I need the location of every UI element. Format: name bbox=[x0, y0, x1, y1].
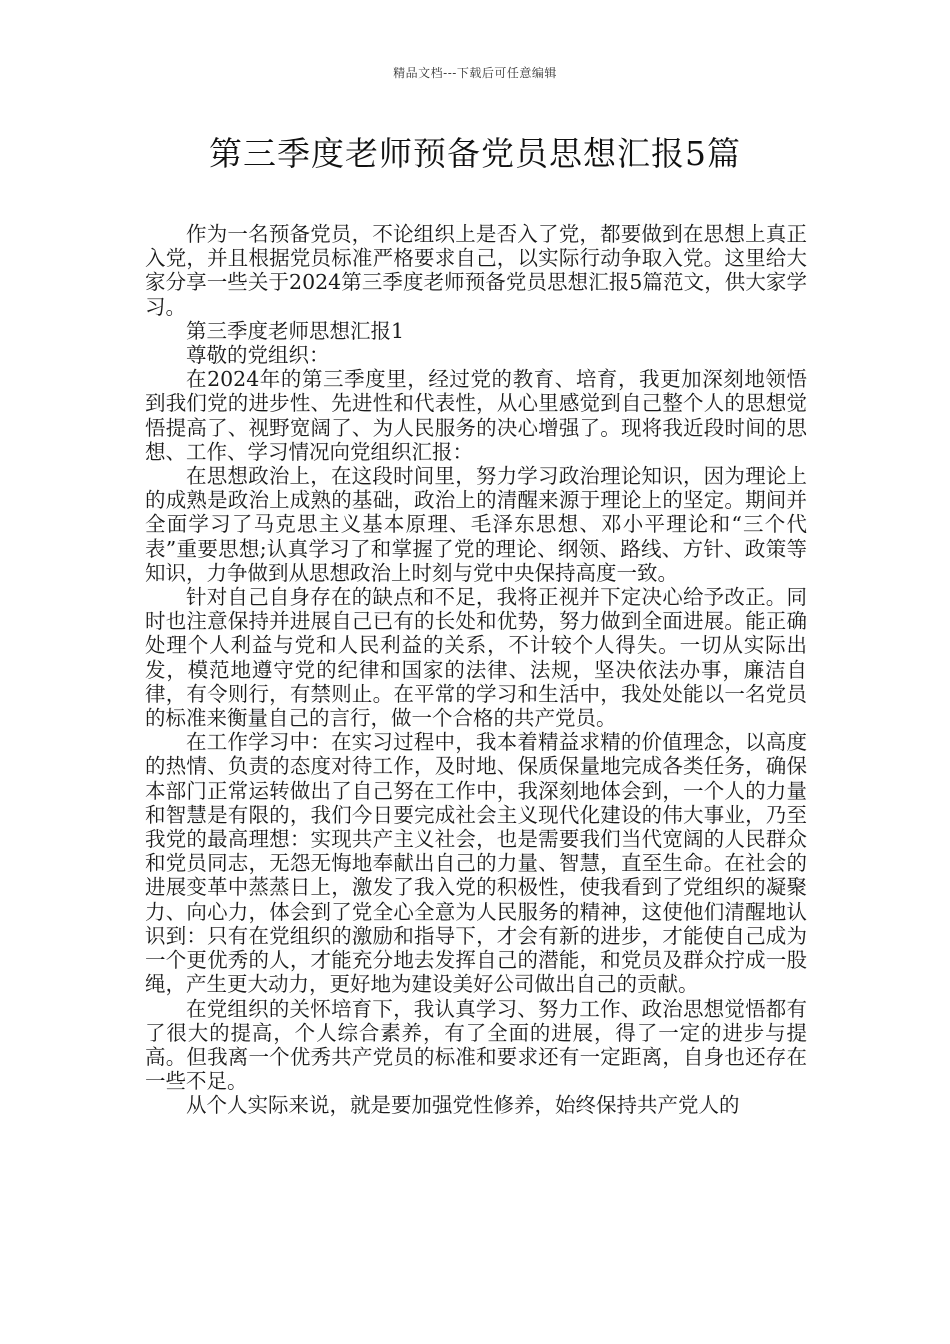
paragraph: 针对自己自身存在的缺点和不足，我将正视并下定决心给予改正。同时也注意保持并进展自己已有的长处和优势，努力做到全面进展。能正确处理个人利益与党和人民利益的关系，不计较个人得失。一切从实际出发，模范地遵守党的纪律和国家的法律、法规，坚决依法办事，廉洁自律，有令则行，有禁则止。在平常的学习和生活中，我处处能以一名党员的标准来衡量自己的言行，做一个合格的共产党员。 bbox=[145, 585, 807, 731]
paragraph-intro: 作为一名预备党员，不论组织上是否入了党，都要做到在思想上真正入党，并且根据党员标准严格要求自己，以实际行动争取入党。这里给大家分享一些关于2024第三季度老师预备党员思想汇报5篇范文，供大家学习。 bbox=[145, 222, 807, 319]
document-body bbox=[145, 222, 807, 1118]
salutation: 尊敬的党组织： bbox=[186, 343, 330, 368]
document-title: 第三季度老师预备党员思想汇报5篇 bbox=[209, 134, 741, 173]
paragraph: 从个人实际来说，就是要加强党性修养，始终保持共产党人的 bbox=[186, 1093, 740, 1118]
section-heading: 第三季度老师思想汇报1 bbox=[186, 318, 405, 343]
paragraph: 在党组织的关怀培育下，我认真学习、努力工作、政治思想觉悟都有了很大的提高，个人综合素养，有了全面的进展，得了一定的进步与提高。但我离一个优秀共产党员的标准和要求还有一定距离，自身也还存在一些不足。 bbox=[145, 996, 807, 1094]
header-note: 精品文档---下载后可任意编辑 bbox=[393, 66, 557, 80]
paragraph: 在2024年的第三季度里，经过党的教育、培育，我更加深刻地领悟到我们党的进步性、先进性和代表性，从心里感觉到自己整个人的思想觉悟提高了、视野宽阔了、为人民服务的决心增强了。现将我近段时间的思想、工作、学习情况向党组织汇报： bbox=[145, 367, 807, 464]
paragraph: 在工作学习中：在实习过程中，我本着精益求精的价值理念，以高度的热情、负责的态度对待工作，及时地、保质保量地完成各类任务，确保本部门正常运转做出了自己努在工作中，我深刻地体会到，一个人的力量和智慧是有限的，我们今日要完成社会主义现代化建设的伟大事业，乃至我党的最高理想：实现共产主义社会，也是需要我们当代宽阔的人民群众和党员同志，无怨无悔地奉献出自己的力量、智慧，直至生命。在社会的进展变革中蒸蒸日上，激发了我入党的积极性，使我看到了党组织的凝聚力、向心力，体会到了党全心全意为人民服务的精神，这使他们清醒地认识到：只有在党组织的激励和指导下，才会有新的进步，才能使自己成为一个更优秀的人，才能充分地去发挥自己的潜能，和党员及群众拧成一股绳，产生更大动力，更好地为建设美好公司做出自己的贡献。 bbox=[145, 730, 807, 997]
paragraph: 在思想政治上，在这段时间里，努力学习政治理论知识，因为理论上的成熟是政治上成熟的基础，政治上的清醒来源于理论上的坚定。期间并全面学习了马克思主义基本原理、毛泽东思想、邓小平理论和“三个代表”重要思想;认真学习了和掌握了党的理论、纲领、路线、方针、政策等知识，力争做到从思想政治上时刻与党中央保持高度一致。 bbox=[145, 464, 807, 585]
